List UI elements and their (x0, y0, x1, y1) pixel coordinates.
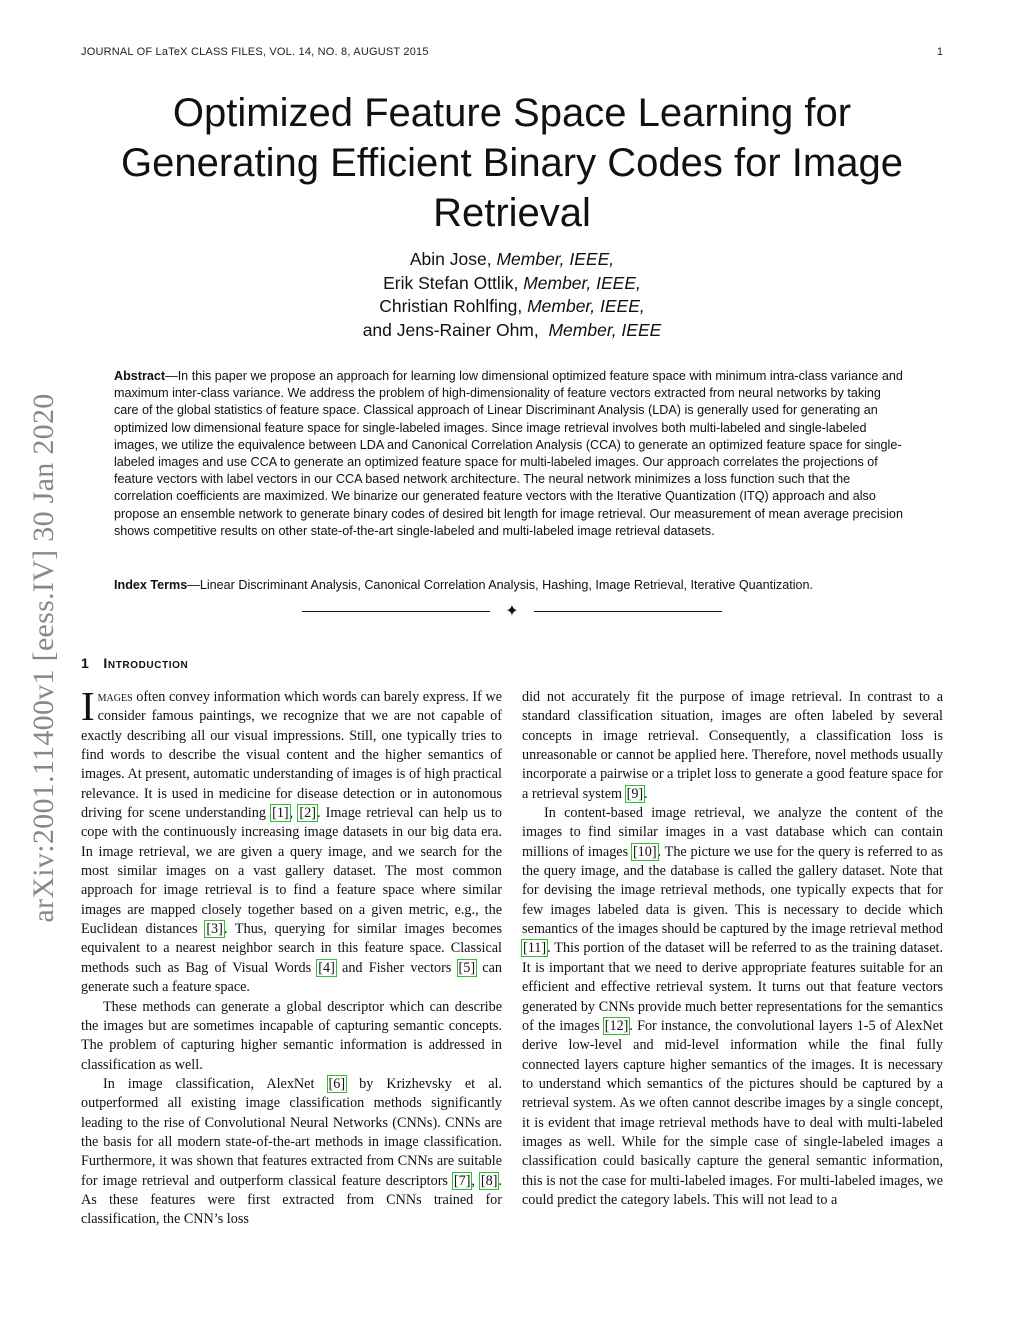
author-line (81, 272, 943, 296)
author-name: and Jens-Rainer Ohm, (362, 319, 539, 340)
citation-link[interactable]: [3] (206, 921, 223, 938)
paragraph: In content-based image retrieval, we analyze the content of the images to find similar images in a vast database which can contain millions of images [10]. The picture we use for the query is referred to as the query image, and the database is called the gallery dataset. Note that for devising the image retrieval methods, one typically expects that for few images labeled data is given. This is necessary to decide which semantics of the images should be captured by the image retrieval method [11]. This portion of the dataset will be referred to as the training dataset. It is important that we need to derive appropriate features suitable for an efficient and effective retrieval system. It turns out that feature vectors generated by CNNs provide much better representations for the semantics of the images [12]. For instance, the convolutional layers 1-5 of AlexNet derive low-level and mid-level information while the final fully connected layers capture higher semantics of the images. It is necessary to understand which semantics of the pictures should be captured by a retrieval system. As we often cannot describe images by a single concept, it is evident that image retrieval methods have to deal with multi-labeled images as well. While for the simple case of single-labeled images a classification could basically capture the general semantic information, this is not the case for multi-labeled images. For multi-labeled images, we could predict the category labels. This will not lead to a (522, 805, 943, 1208)
section-title: Introduction (103, 655, 189, 671)
arxiv-stamp (22, 355, 66, 960)
citation-link[interactable]: [10] (632, 843, 657, 860)
arxiv-stamp-text: arXiv:2001.11400v1 [eess.IV] 30 Jan 2020 (27, 392, 60, 923)
running-header (81, 46, 943, 62)
citation-link[interactable]: [7] (453, 1172, 471, 1189)
author-affiliation: Member, IEEE, (527, 296, 645, 316)
divider-star-icon: ✦ (505, 601, 519, 620)
citation-link[interactable]: [8] (480, 1172, 498, 1189)
section-divider (302, 601, 722, 621)
author-list (81, 248, 943, 342)
citation-link[interactable]: [4] (318, 959, 335, 976)
paragraph: In image classification, AlexNet [6] by Krizhevsky et al. outperformed all existing image classification methods significantly leading to the rise of Convolutional Neural Networks (CNNs). CNNs are the basis for all modern state-of-the-art methods in image classification. Furthermore, it was shown that features extracted from CNNs are suitable for image retrieval and outperform classical feature descriptors [7], [8]. As these features were first extracted from CNNs trained for classification, the CNN’s loss (81, 1075, 502, 1228)
divider-line-left (302, 611, 490, 612)
citation-link[interactable]: [2] (299, 805, 316, 822)
citation-link[interactable]: [11] (523, 940, 547, 957)
left-column (81, 683, 502, 1230)
author-affiliation: Member, IEEE, (523, 272, 641, 293)
citation-link[interactable]: [5] (458, 959, 476, 976)
section-heading (81, 655, 188, 671)
author-name: Erik Stefan Ottlik, (383, 272, 519, 293)
author-affiliation: Member, IEEE (548, 319, 662, 340)
abstract-label: Abstract (114, 369, 166, 383)
paragraph: Images often convey information which words can barely express. If we consider famous paintings, we recognize that we are not capable of exactly describing all our visual impressions. Still, one typically tries to find words to describe the visual content and the higher semantics of images. At present, automatic understanding of images is of high practical relevance. It is used in medicine for disease detection or in autonomous driving for scene understanding [1], [2]. Image retrieval can help us to cope with the continuously increasing image datasets in our big data era. In image retrieval, we are given a query image, and we search for the most similar images on a vast gallery dataset. The most common approach for image retrieval is to find a feature space where similar images are mapped closely together based on a given metric, e.g., the Euclidean distances [3]. Thus, querying for similar images becomes equivalent to a nearest neighbor search in this feature space. Classical methods such as Bag of Visual Words [4] and Fisher vectors [5] can generate such a feature space. (81, 683, 502, 996)
paper-title: Optimized Feature Space Learning for Generating Efficient Binary Codes for Image Retrieval (121, 91, 903, 235)
divider-line-right (534, 611, 722, 612)
citation-link[interactable]: [12] (604, 1017, 629, 1034)
abstract-text: —In this paper we propose an approach for learning low dimensional optimized feature space with minimum intra-class variance and maximum inter-class variance. We address the problem of high-dimensionality of feature vectors extracted from neural networks by taking care of the global statistics of feature space. Classical approach of Linear Discriminant Analysis (LDA) is generally used for generating an optimized low dimensional feature space for single-labeled images. Since image retrieval involves both multi-labeled and single-labeled images, we utilize the equivalence between LDA and Canonical Correlation Analysis (CCA) to generate an optimized feature space for single-labeled images and use CCA to generate an optimized feature space for multi-labeled images. Our approach correlates the projections of feature vectors with label vectors in our CCA based network architecture. The neural network minimizes a loss function such that the correlation coefficients are maximized. We binarize our generated feature vectors with the Iterative Quantization (ITQ) approach and also propose an ensemble network to generate binary codes of desired bit length for image retrieval. Our measurement of mean average precision shows competitive results on other state-of-the-art single-labeled and multi-labeled image retrieval datasets. (114, 369, 903, 538)
citation-link[interactable]: [9] (626, 785, 644, 802)
abstract (114, 368, 904, 540)
index-terms (114, 577, 904, 594)
author-line (81, 295, 943, 319)
page-number: 1 (936, 46, 943, 58)
author-line (81, 319, 943, 343)
author-affiliation: Member, IEEE, (496, 249, 615, 269)
index-terms-text: —Linear Discriminant Analysis, Canonical Correlation Analysis, Hashing, Image Retrieval, Iterative Quantization. (187, 578, 814, 592)
citation-link[interactable]: [1] (272, 805, 289, 822)
author-name: Abin Jose, (409, 249, 492, 269)
paragraph: These methods can generate a global descriptor which can describe the images but are sometimes incapable of capturing semantic concepts. The problem of capturing higher semantic information is addressed in classification as well. (81, 998, 502, 1073)
paragraph: did not accurately fit the purpose of image retrieval. In contrast to a standard classification situation, images are often labeled by several concepts in image retrieval. Consequently, a classification loss is unreasonable or cannot be applied here. Therefore, novel methods usually incorporate a pairwise or a triplet loss to generate a good feature space for a retrieval system [9]. (522, 689, 943, 802)
right-column (522, 688, 943, 1210)
drop-cap: I (81, 683, 95, 729)
index-terms-label: Index Terms (114, 578, 188, 592)
lead-word: mages (97, 689, 133, 705)
author-name: Christian Rohlfing, (379, 296, 523, 316)
section-number: 1 (81, 655, 90, 671)
citation-link[interactable]: [6] (328, 1075, 346, 1092)
journal-header: JOURNAL OF LaTeX CLASS FILES, VOL. 14, NO. 8, AUGUST 2015 (81, 46, 429, 58)
author-line (81, 248, 943, 272)
